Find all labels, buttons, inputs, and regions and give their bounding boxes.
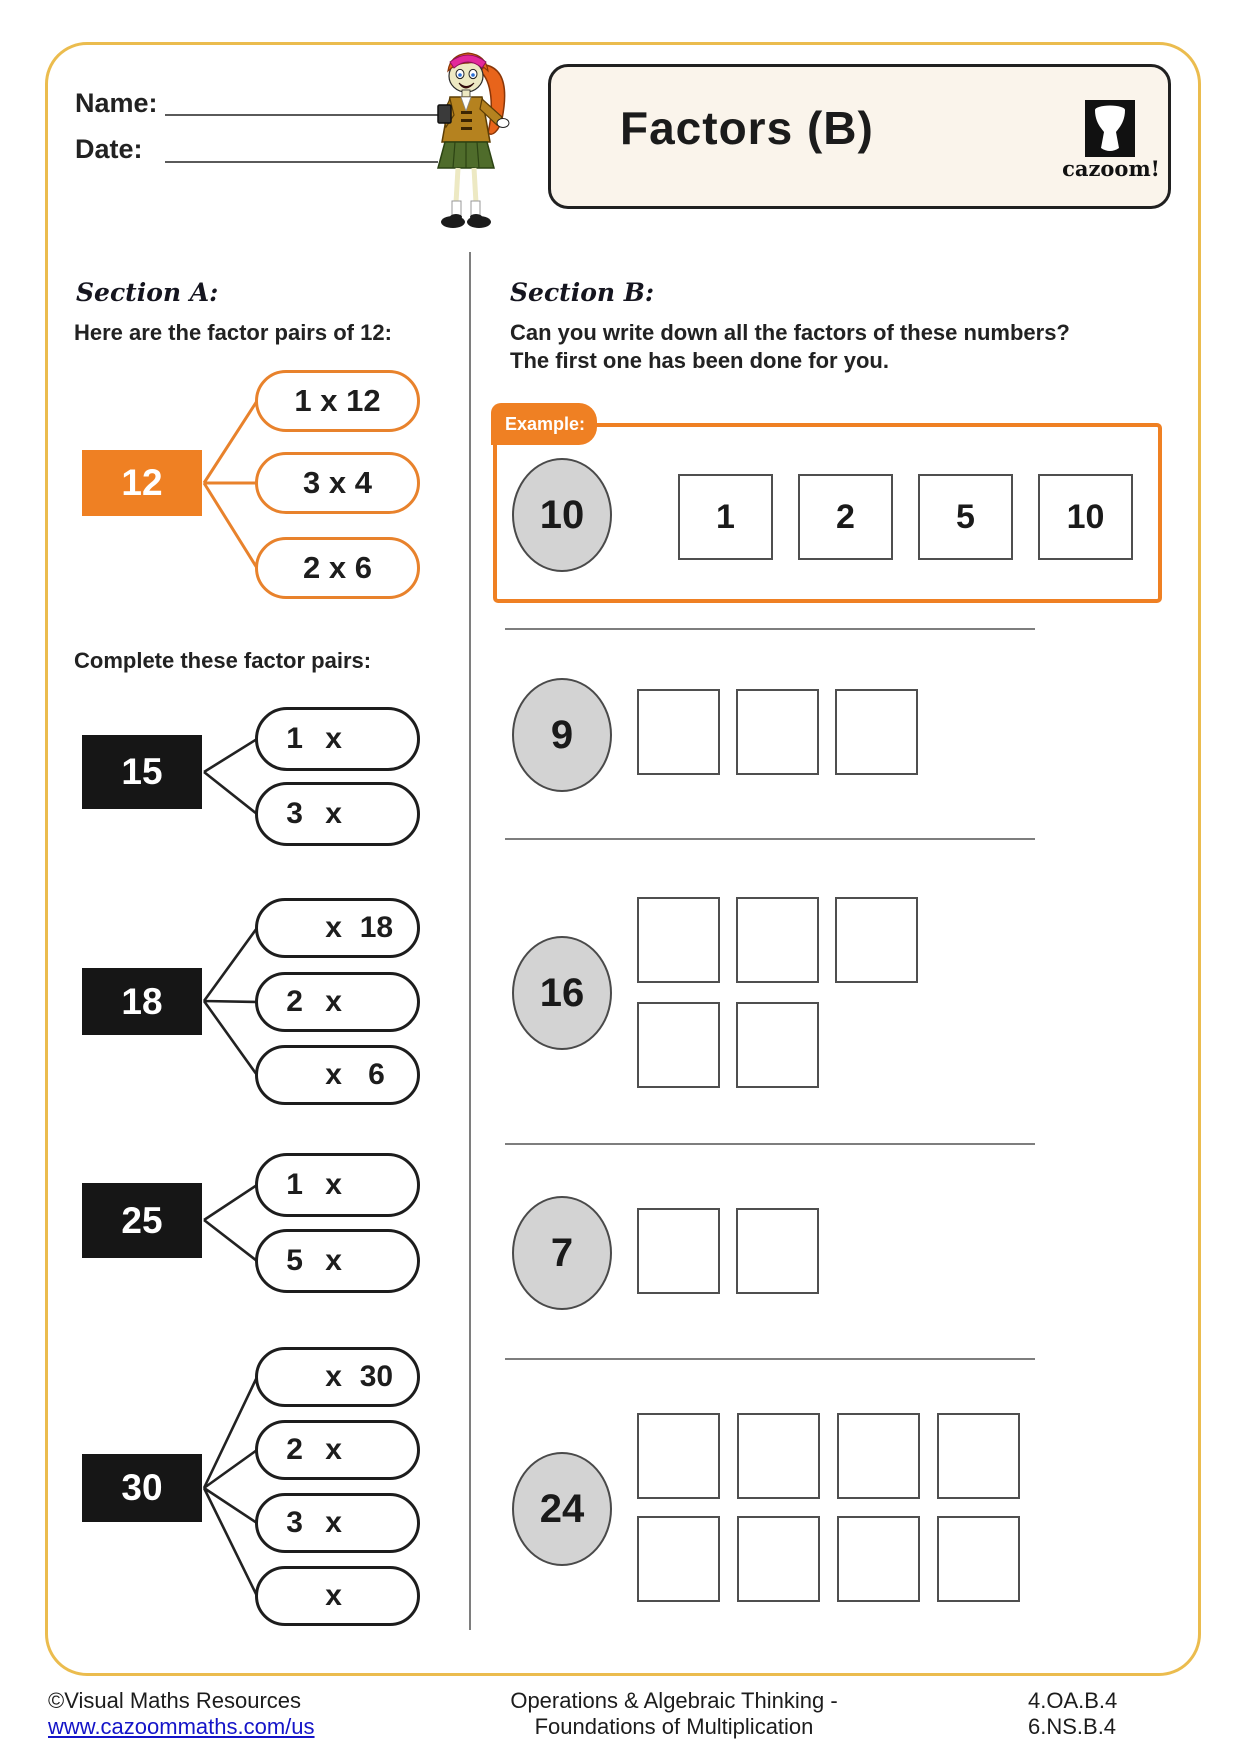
factor-answer-box[interactable]	[637, 1002, 720, 1088]
example-factor-box: 10	[1038, 474, 1133, 560]
footer-copyright: ©Visual Maths Resources	[48, 1688, 302, 1713]
factor-value: 1	[286, 1168, 303, 1201]
factor-answer-box[interactable]	[737, 1413, 820, 1499]
problem-number-circle-24: 24	[512, 1452, 612, 1566]
factor-pair-pill	[255, 1347, 420, 1407]
example-factor-box: 1	[678, 474, 773, 560]
footer-standard-2: 6.NS.B.4	[1028, 1714, 1117, 1739]
times-symbol: x	[325, 1433, 342, 1466]
example-number-circle: 10	[512, 458, 612, 572]
section-a-intro: Here are the factor pairs of 12:	[74, 320, 392, 345]
factor-answer-box[interactable]	[637, 1413, 720, 1499]
footer-topic-line2: Foundations of Multiplication	[534, 1714, 814, 1739]
times-symbol: x	[325, 1360, 342, 1393]
factor-answer-box[interactable]	[736, 1002, 819, 1088]
row-separator	[505, 628, 1035, 630]
factor-number-30: 30	[82, 1454, 202, 1522]
factor-value: 5	[286, 1244, 303, 1277]
problem-number-circle-7: 7	[512, 1196, 612, 1310]
footer-standard-1: 4.OA.B.4	[1028, 1688, 1118, 1713]
times-symbol: x	[325, 797, 342, 830]
factor-pair-pill: 3 x 4	[255, 452, 420, 514]
example-tab: Example:	[491, 403, 597, 445]
factor-answer-box[interactable]	[637, 689, 720, 775]
factor-pair-pill	[255, 1566, 420, 1626]
page-title: Factors (B)	[620, 102, 874, 154]
factor-value: 30	[359, 1360, 394, 1393]
factor-pair-pill	[255, 1045, 420, 1105]
factor-number-15: 15	[82, 735, 202, 809]
factor-answer-box[interactable]	[736, 689, 819, 775]
complete-heading: Complete these factor pairs:	[74, 648, 372, 673]
factor-answer-box[interactable]	[736, 1208, 819, 1294]
factor-answer-box[interactable]	[937, 1413, 1020, 1499]
example-factor-box: 5	[918, 474, 1013, 560]
factor-answer-box[interactable]	[736, 897, 819, 983]
times-symbol: x	[325, 911, 342, 944]
factor-answer-box[interactable]	[637, 1208, 720, 1294]
factor-pair-pill	[255, 707, 420, 771]
section-b-heading: Section B:	[510, 278, 655, 307]
factor-pair-pill	[255, 1229, 420, 1293]
factor-answer-box[interactable]	[835, 897, 918, 983]
factor-pair-pill	[255, 1420, 420, 1480]
factor-value: 18	[359, 911, 394, 944]
times-symbol: x	[325, 1506, 342, 1539]
factor-value: 3	[286, 797, 303, 830]
factor-pair-pill	[255, 782, 420, 846]
date-label: Date:	[75, 134, 143, 164]
times-symbol: x	[325, 722, 342, 755]
factor-value: 2	[286, 985, 303, 1018]
name-line[interactable]	[165, 114, 438, 116]
times-symbol: x	[325, 1058, 342, 1091]
section-b-intro-line1: Can you write down all the factors of these numbers?	[510, 320, 1070, 345]
problem-number-circle-16: 16	[512, 936, 612, 1050]
date-line[interactable]	[165, 161, 438, 163]
factor-answer-box[interactable]	[837, 1516, 920, 1602]
factor-pair-pill: 1 x 12	[255, 370, 420, 432]
factor-pair-pill	[255, 972, 420, 1032]
factor-value: 2	[286, 1433, 303, 1466]
example-factor-box: 2	[798, 474, 893, 560]
factor-value: 1	[286, 722, 303, 755]
section-a-heading: Section A:	[76, 278, 219, 307]
factor-pair-pill	[255, 1153, 420, 1217]
girl-mascot-svg	[412, 45, 524, 241]
factor-answer-box[interactable]	[737, 1516, 820, 1602]
row-separator	[505, 1358, 1035, 1360]
times-symbol: x	[325, 1579, 342, 1612]
cazoom-logo	[1085, 100, 1135, 157]
times-symbol: x	[325, 1244, 342, 1277]
factor-number-18: 18	[82, 968, 202, 1035]
footer-topic-line1: Operations & Algebraic Thinking -	[510, 1688, 838, 1713]
times-symbol: x	[325, 1168, 342, 1201]
girl-mascot-illustration	[412, 45, 524, 241]
factor-value: 6	[368, 1058, 385, 1091]
factor-answer-box[interactable]	[637, 897, 720, 983]
row-separator	[505, 838, 1035, 840]
factor-pair-pill: 2 x 6	[255, 537, 420, 599]
factor-pair-pill	[255, 898, 420, 958]
factor-answer-box[interactable]	[937, 1516, 1020, 1602]
section-b-intro-line2: The first one has been done for you.	[510, 348, 889, 373]
name-label: Name:	[75, 88, 158, 118]
factor-answer-box[interactable]	[637, 1516, 720, 1602]
drum-icon	[1085, 100, 1135, 157]
factor-number-12: 12	[82, 450, 202, 516]
times-symbol: x	[325, 985, 342, 1018]
factor-answer-box[interactable]	[835, 689, 918, 775]
factor-answer-box[interactable]	[837, 1413, 920, 1499]
column-divider	[469, 252, 471, 1630]
cazoom-logo-text: cazoom!	[1062, 156, 1160, 181]
problem-number-circle-9: 9	[512, 678, 612, 792]
factor-value: 3	[286, 1506, 303, 1539]
row-separator	[505, 1143, 1035, 1145]
factor-number-25: 25	[82, 1183, 202, 1258]
factor-pair-pill	[255, 1493, 420, 1553]
footer-link[interactable]: www.cazoommaths.com/us	[48, 1714, 315, 1739]
